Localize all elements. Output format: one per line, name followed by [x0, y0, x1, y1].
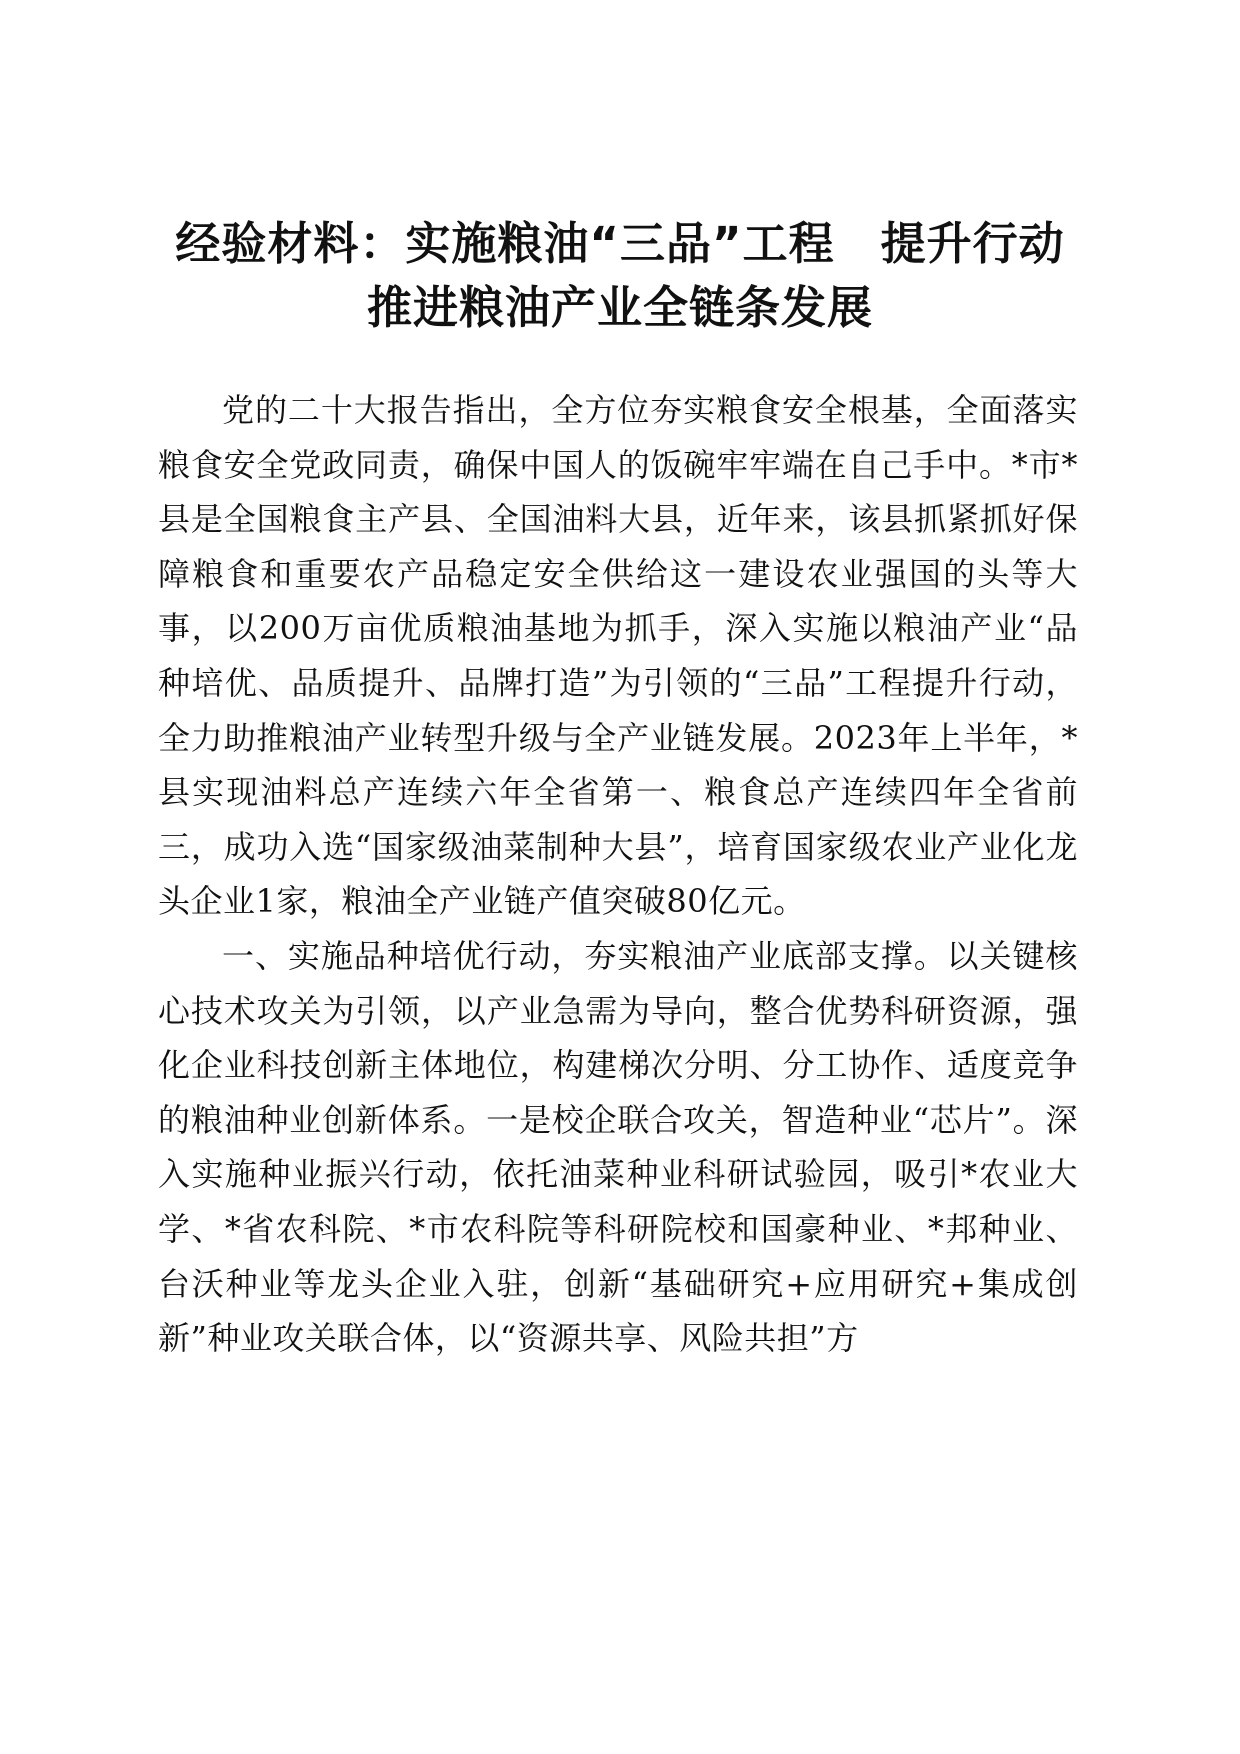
- paragraph-intro: 党的二十大报告指出，全方位夯实粮食安全根基，全面落实粮食安全党政同责，确保中国人的饭碗牢牢端在自己手中。*市*县是全国粮食主产县、全国油料大县，近年来，该县抓紧抓好保障粮食和重要农产品稳定安全供给这一建设农业强国的头等大事，以200万亩优质粮油基地为抓手，深入实施以粮油产业“品种培优、品质提升、品牌打造”为引领的“三品”工程提升行动，全力助推粮油产业转型升级与全产业链发展。2023年上半年，*县实现油料总产连续六年全省第一、粮食总产连续四年全省前三，成功入选“国家级油菜制种大县”，培育国家级农业产业化龙头企业1家，粮油全产业链产值突破80亿元。: [158, 391, 1078, 921]
- paragraph-section-1: 一、实施品种培优行动，夯实粮油产业底部支撑。以关键核心技术攻关为引领，以产业急需为导向，整合优势科研资源，强化企业科技创新主体地位，构建梯次分明、分工协作、适度竞争的粮油种业创新体系。一是校企联合攻关，智造种业“芯片”。深入实施种业振兴行动，依托油菜种业科研试验园，吸引*农业大学、*省农科院、*市农科院等科研院校和国豪种业、*邦种业、台沃种业等龙头企业入驻，创新“基础研究+应用研究+集成创新”种业攻关联合体，以“资源共享、风险共担”方: [158, 936, 1078, 1358]
- title-line-1: 经验材料：实施粮油“三品”工程 提升行动: [175, 217, 1065, 270]
- document-body: [158, 383, 1078, 1366]
- page-title: [140, 212, 1100, 340]
- title-line-2: 推进粮油产业全链条发展: [366, 281, 873, 334]
